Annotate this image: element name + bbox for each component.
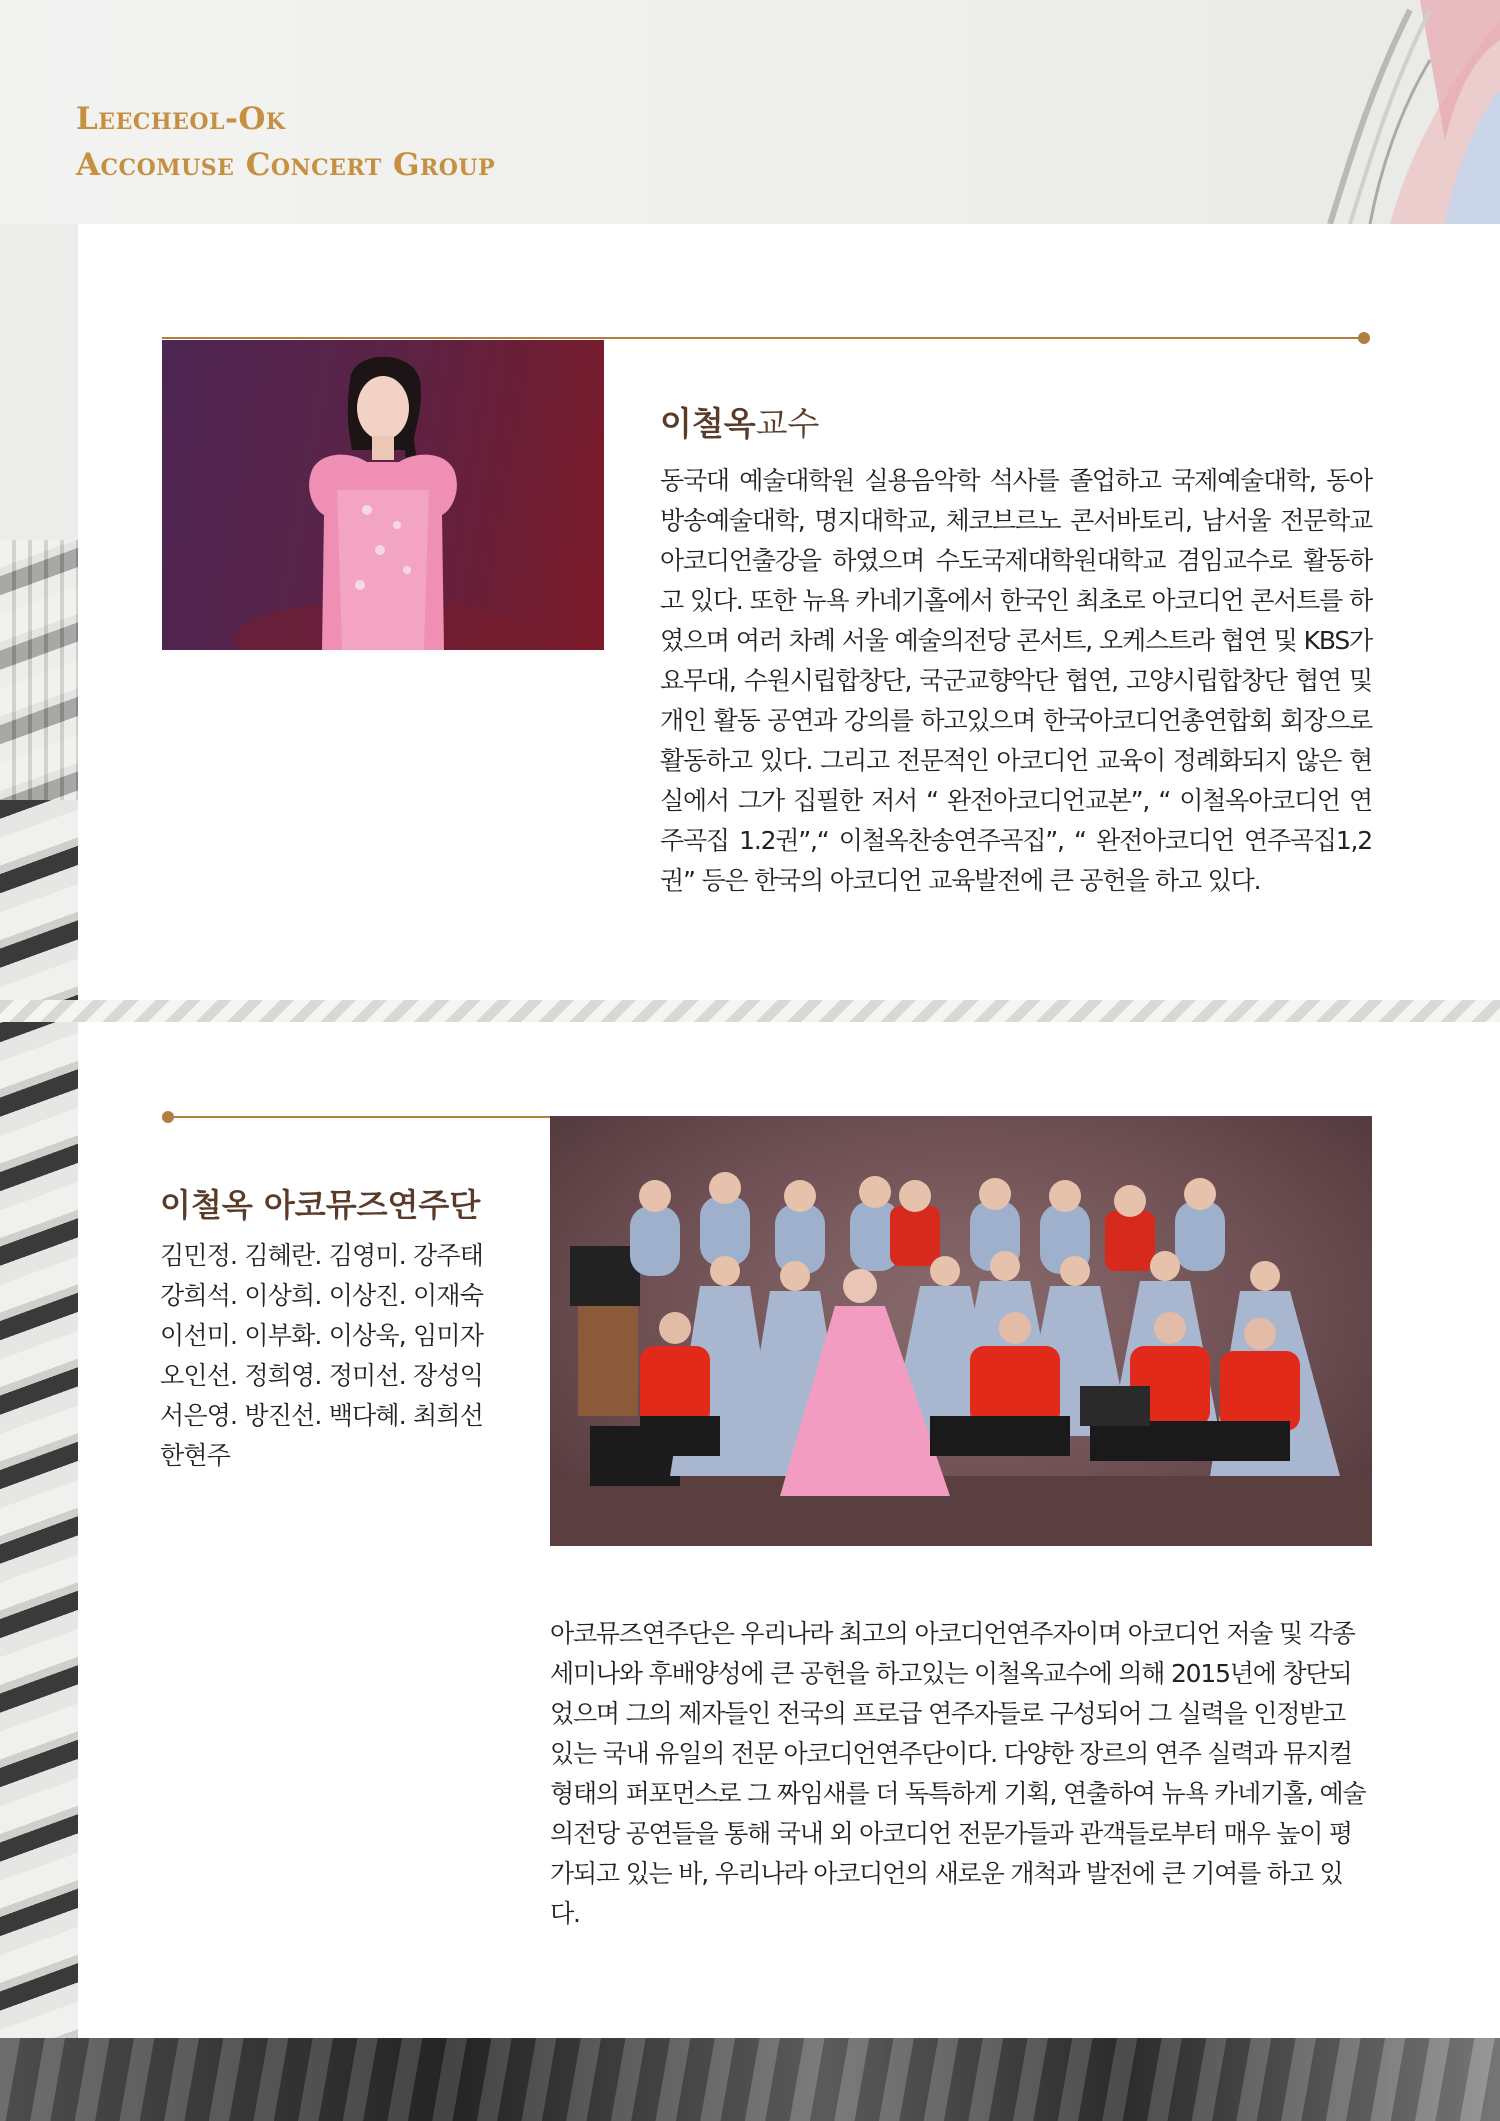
profile-rule	[604, 337, 1364, 339]
flag-decoration	[1270, 0, 1500, 224]
accordion-buttons-decoration	[0, 540, 78, 800]
member-line: 오인선. 정희영. 정미선. 장성익	[160, 1361, 484, 1390]
profile-name	[660, 398, 819, 445]
member-line: 김민정. 김혜란. 김영미. 강주태	[160, 1241, 484, 1270]
member-line: 한현주	[160, 1441, 231, 1470]
profile-photo	[162, 340, 604, 650]
member-line: 강희석. 이상희. 이상진. 이재숙	[160, 1281, 484, 1310]
profile-rule-left	[162, 337, 604, 339]
profile-name-text: 이철옥	[660, 404, 756, 443]
member-line: 이선미. 이부화. 이상욱, 임미자	[160, 1321, 484, 1350]
group-rule	[168, 1116, 550, 1118]
profile-bio: 동국대 예술대학원 실용음악학 석사를 졸업하고 국제예술대학, 동아방송예술대학, 명지대학교, 체코브르노 콘서바토리, 남서울 전문학교 아코디언출강을 하였으며 수도국제대학원대학교 겸임교수로 활동하고 있다. 또한 뉴욕 카네기홀에서 한국인 최초로 아코디언 콘서트를 하였으며 여러 차례 서울 예술의전당 콘서트, 오케스트라 협연 및 KBS가요무대, 수원시립합창단, 국군교향악단 협연, 고양시립합창단 협연 및 개인 활동 공연과 강의를 하고있으며 한국아코디언총연합회 회장으로 활동하고 있다. 그리고 전문적인 아코디언 교육이 정례화되지 않은 현실에서 그가 집필한 저서 “ 완전아코디언교본”, “ 이철옥아코디언 연주곡집 1.2권”,“ 이철옥찬송연주곡집”, “ 완전아코디언 연주곡집1,2권” 등은 한국의 아코디언 교육발전에 큰 공헌을 하고 있다.	[660, 466, 1372, 895]
stripe-divider	[0, 1000, 1500, 1022]
portrait-illustration	[162, 340, 604, 650]
brand-title-line2: Accomuse Concert Group	[76, 147, 496, 183]
group-photo	[550, 1116, 1372, 1546]
group-photo-illustration	[550, 1116, 1372, 1546]
group-name: 이철옥 아코뮤즈연주단	[160, 1186, 481, 1224]
brand-title-line1: Leecheol-Ok	[76, 101, 286, 137]
group-description: 아코뮤즈연주단은 우리나라 최고의 아코디언연주자이며 아코디언 저술 및 각종 세미나와 후배양성에 큰 공헌을 하고있는 이철옥교수에 의해 2015년에 창단되었으며 그의 제자들인 전국의 프로급 연주자들로 구성되어 그 실력을 인정받고 있는 국내 유일의 전문 아코디언연주단이다. 다양한 장르의 연주 실력과 뮤지컬 형태의 퍼포먼스로 그 짜임새를 더 독특하게 기획, 연출하여 뉴욕 카네기홀, 예술의전당 공연들을 통해 국내 외 아코디언 전문가들과 관객들로부터 매우 높이 평가되고 있는 바, 우리나라 아코디언의 새로운 개척과 발전에 큰 기여를 하고 있다.	[550, 1619, 1366, 1928]
brand-title	[76, 96, 495, 188]
profile-rule-dot	[1358, 332, 1370, 344]
member-line: 서은영. 방진선. 백다혜. 최희선	[160, 1401, 484, 1430]
footer-background	[0, 2038, 1500, 2121]
member-list	[160, 1236, 510, 1476]
profile-title-suffix: 교수	[755, 404, 820, 443]
